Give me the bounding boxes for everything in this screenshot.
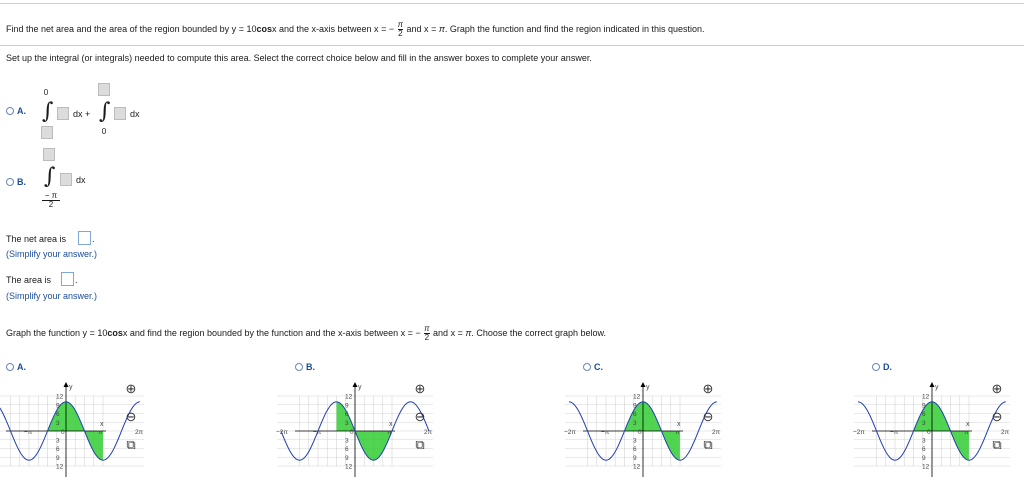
x-tick-label: 2π — [1001, 429, 1010, 436]
graph-option-d-radio[interactable] — [872, 363, 880, 371]
option-b-radio[interactable] — [6, 178, 14, 186]
area-label: The area is — [6, 275, 52, 285]
integral-sign-2: ∫ — [99, 99, 111, 124]
y-axis-arrow — [64, 382, 69, 387]
dx-plus-text: dx + — [73, 109, 91, 119]
integrand-b-box[interactable] — [60, 173, 72, 186]
y-tick-label: 3 — [922, 437, 926, 445]
graph-option-a-plot — [2, 380, 144, 480]
graph-option-c-radio[interactable] — [583, 363, 591, 371]
x-tick-label: 0 — [638, 429, 642, 436]
y-axis-label: y — [69, 384, 73, 391]
graph-option-c-label: C. — [594, 362, 603, 372]
zoom-out-icon[interactable]: ⊖ — [414, 409, 426, 424]
zoom-out-icon[interactable]: ⊖ — [702, 409, 714, 424]
graph-option-a-radio[interactable] — [6, 363, 14, 371]
y-tick-label: 3 — [56, 419, 60, 427]
y-tick-label: 9 — [345, 402, 349, 410]
y-tick-label: 12 — [633, 463, 641, 471]
question-minus: − — [388, 23, 395, 34]
y-axis-label: y — [935, 384, 939, 391]
graph-option-d-label: D. — [883, 362, 892, 372]
zoom-out-icon[interactable]: ⊖ — [991, 409, 1003, 424]
zoom-in-icon[interactable]: ⊕ — [125, 381, 137, 396]
y-tick-label: 9 — [56, 454, 60, 462]
y-tick-label: 12 — [633, 393, 641, 401]
graph-option-b-plot — [276, 380, 433, 480]
question-eq-3: = — [431, 23, 437, 34]
zoom-in-icon[interactable]: ⊕ — [991, 381, 1003, 396]
area-input[interactable] — [61, 272, 74, 286]
divider — [0, 45, 1024, 46]
question-coefficient: 10 — [246, 23, 257, 34]
x-axis-label: x — [677, 421, 681, 428]
option-b-label: B. — [17, 177, 26, 187]
question-fraction: $\frac{\pi}{2}$ — [397, 20, 403, 38]
y-tick-label: 9 — [633, 454, 637, 462]
y-axis-label: y — [358, 384, 362, 391]
y-tick-label: 9 — [633, 402, 637, 410]
setup-instruction: Set up the integral (or integrals) needed to compute this area. Select the correct choice below and fill in the answer boxes to complete your answer. — [6, 53, 592, 63]
x-tick-label: −2π — [853, 429, 865, 436]
x-tick-label: −π — [601, 429, 610, 436]
question-eq-2: = — [381, 23, 387, 34]
question-text — [6, 21, 705, 38]
y-tick-label: 3 — [633, 419, 637, 427]
y-tick-label: 12 — [345, 463, 353, 471]
popout-icon[interactable]: ⧉ — [126, 437, 136, 452]
graph-option-b-label: B. — [306, 362, 315, 372]
net-area-label: The net area is — [6, 234, 67, 244]
integral-b-upper-limit-box[interactable] — [43, 148, 55, 161]
x-tick-label: −π — [890, 429, 899, 436]
x-axis-label: x — [966, 421, 970, 428]
y-axis-arrow — [930, 382, 935, 387]
question-part-1: Find the net area and the area of the region bounded by y — [6, 23, 237, 34]
y-axis-arrow — [353, 382, 358, 387]
x-tick-label: 2π — [712, 429, 721, 436]
x-tick-label: 2π — [424, 429, 433, 436]
x-tick-label: 0 — [61, 429, 65, 436]
question-func: cos — [256, 23, 272, 34]
x-axis-label: x — [389, 421, 393, 428]
y-tick-label: 3 — [345, 437, 349, 445]
y-tick-label: 6 — [56, 411, 60, 418]
popout-icon[interactable]: ⧉ — [415, 437, 425, 452]
area-period: . — [75, 275, 78, 285]
y-tick-label: 12 — [56, 393, 64, 401]
x-tick-label: −π — [313, 429, 322, 436]
x-tick-label: −π — [24, 429, 33, 436]
x-tick-label: π — [964, 429, 969, 436]
integral-1-upper-limit: 0 — [43, 88, 49, 97]
integral-2-upper-limit-box[interactable] — [98, 83, 110, 96]
integral-sign-1: ∫ — [42, 99, 54, 124]
x-tick-label: −2π — [564, 429, 576, 436]
y-tick-label: 9 — [922, 402, 926, 410]
graph-option-b-radio[interactable] — [295, 363, 303, 371]
y-tick-label: 6 — [345, 411, 349, 418]
y-tick-label: 6 — [922, 446, 926, 453]
y-tick-label: 6 — [56, 446, 60, 453]
top-divider — [0, 3, 1024, 4]
y-tick-label: 9 — [345, 454, 349, 462]
integral-sign-b: ∫ — [44, 164, 56, 189]
y-tick-label: 3 — [633, 437, 637, 445]
y-axis-label: y — [646, 384, 650, 391]
option-a-radio[interactable] — [6, 107, 14, 115]
integrand-2-box[interactable] — [114, 107, 126, 120]
area-hint: (Simplify your answer.) — [6, 291, 98, 301]
x-tick-label: −2π — [276, 429, 288, 436]
question-part-2: and x — [406, 23, 429, 34]
y-tick-label: 9 — [56, 402, 60, 410]
y-tick-label: 3 — [56, 437, 60, 445]
y-tick-label: 3 — [345, 419, 349, 427]
integral-b-lower-limit: $\frac{- \pi}{2}$ — [42, 192, 60, 209]
y-axis-arrow — [641, 382, 646, 387]
y-tick-label: 12 — [345, 393, 353, 401]
y-tick-label: 6 — [633, 411, 637, 418]
graph-option-d-plot — [853, 380, 1010, 480]
integral-2-lower-limit: 0 — [101, 127, 107, 136]
x-tick-label: π — [98, 429, 103, 436]
y-tick-label: 12 — [922, 393, 930, 401]
net-area-period: . — [92, 234, 95, 244]
net-area-input[interactable] — [78, 231, 91, 245]
popout-icon[interactable]: ⧉ — [992, 437, 1002, 452]
dx-text-a: dx — [130, 109, 140, 119]
y-tick-label: 6 — [345, 446, 349, 453]
x-tick-label: π — [675, 429, 680, 436]
question-var: x and the x-axis between x — [272, 23, 379, 34]
y-tick-label: 6 — [922, 411, 926, 418]
y-tick-label: 12 — [922, 463, 930, 471]
question-eq: = — [238, 23, 244, 34]
question-pi: π — [438, 23, 445, 34]
integrand-1-box[interactable] — [57, 107, 69, 120]
x-tick-label: 0 — [927, 429, 931, 436]
x-axis-label: x — [100, 421, 104, 428]
zoom-in-icon[interactable]: ⊕ — [414, 381, 426, 396]
y-tick-label: 3 — [922, 419, 926, 427]
x-tick-label: π — [387, 429, 392, 436]
popout-icon[interactable]: ⧉ — [703, 437, 713, 452]
x-tick-label: 0 — [350, 429, 354, 436]
zoom-out-icon[interactable]: ⊖ — [125, 409, 137, 424]
dx-text-b: dx — [76, 175, 86, 185]
y-tick-label: 6 — [633, 446, 637, 453]
graph-option-c-plot — [564, 380, 721, 480]
graph-option-a-label: A. — [17, 362, 26, 372]
y-tick-label: 12 — [56, 463, 64, 471]
graph-instruction: Graph the function y = 10cosx and find the region bounded by the function and the x-axis between x = − $\frac{\pi}{2}$ and x = π. Choose the correct graph below. — [6, 324, 606, 342]
net-area-hint: (Simplify your answer.) — [6, 249, 98, 259]
question-part-3: . Graph the function and find the region indicated in this question. — [444, 23, 705, 34]
integral-1-lower-limit-box[interactable] — [41, 126, 53, 139]
y-tick-label: 9 — [922, 454, 926, 462]
x-tick-label: 2π — [135, 429, 144, 436]
option-a-label: A. — [17, 106, 26, 116]
zoom-in-icon[interactable]: ⊕ — [702, 381, 714, 396]
